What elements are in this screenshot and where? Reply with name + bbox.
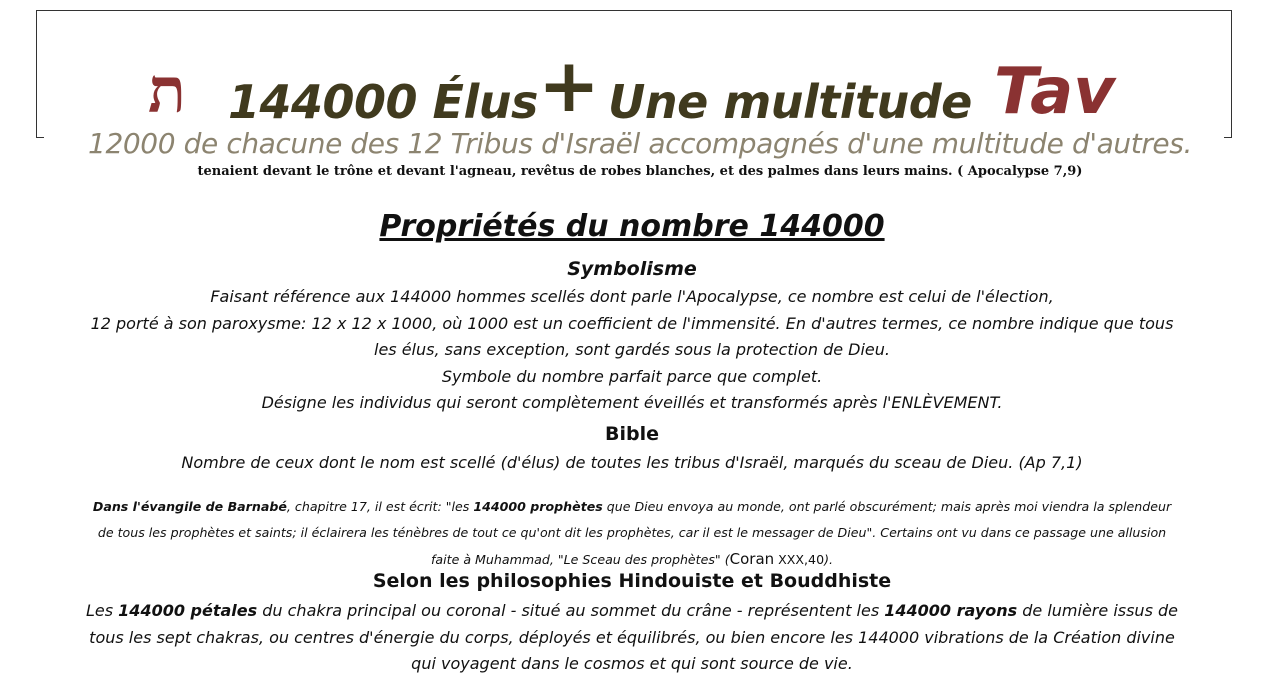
hindou-text: Les [85,601,119,620]
barnabe-paragraph [40,494,1224,573]
apocalypse-quote: tenaient devant le trône et devant l'agneau, revêtus de robes blanches, et des palmes dans leurs mains. ( Apocalypse 7,9) [197,164,1083,179]
title-tav: Tav [994,55,1115,129]
title-row [0,43,1280,132]
hindou-text: du chakra principal ou coronal - situé au sommet du crâne - représentent les [257,601,885,620]
coran-verse: XXX,40 [774,552,825,567]
hebrew-tav-letter: ת [148,54,186,127]
hindou-paragraph [40,598,1224,678]
symbolisme-line: Symbole du nombre parfait parce que complet. [441,366,823,386]
bible-paragraph [40,450,1224,477]
barnabe-bold-lead: Dans l'évangile de Barnabé [92,499,287,514]
hindou-text: de lumière issus de [1017,601,1178,620]
hindou-line [40,598,1224,625]
symbolisme-line: Faisant référence aux 144000 hommes scellés dont parle l'Apocalypse, ce nombre est celui de l'élection, [210,287,1054,306]
section-title-hindou: Selon les philosophies Hindouiste et Bouddhiste [372,570,892,592]
hindou-bold-rayons: 144000 rayons [884,601,1018,620]
section-title-symbolisme: Symbolisme [567,258,697,280]
hindou-bold-petales: 144000 pétales [118,601,258,620]
barnabe-text: ). [824,552,834,567]
plus-sign: + [538,43,601,129]
barnabe-text: , chapitre 17, il est écrit: "les [286,499,474,514]
barnabe-line [40,494,1224,520]
symbolisme-line: 12 porté à son paroxysme: 12 x 12 x 1000, où 1000 est un coefficient de l'immensité. En d'autres termes, ce nombre indique que tous [90,313,1174,333]
barnabe-bold-prophetes: 144000 prophètes [473,499,603,514]
barnabe-text: faite à Muhammad, "Le Sceau des prophètes" ( [430,552,730,567]
subtitle: 12000 de chacune des 12 Tribus d'Israël accompagnés d'une multitude d'autres. [88,127,1192,160]
bible-line: Nombre de ceux dont le nom est scellé (d'élus) de toutes les tribus d'Israël, marqués du sceau de Dieu. (Ap 7,1) [181,453,1083,472]
symbolisme-line: les élus, sans exception, sont gardés sous la protection de Dieu. [374,340,890,359]
hindou-line: qui voyagent dans le cosmos et qui sont source de vie. [411,654,853,673]
title-multitude: Une multitude [608,75,972,129]
barnabe-text: que Dieu envoya au monde, ont parlé obscurément; mais après moi viendra la splendeur [602,499,1172,514]
coran-ref: Coran [729,550,775,568]
hindou-line: tous les sept chakras, ou centres d'énergie du corps, déployés et équilibrés, ou bien encore les 144000 vibrations de la Création divine [89,627,1175,647]
page-heading: Propriétés du nombre 144000 [379,209,885,244]
title-elus: 144000 Élus [228,75,538,129]
barnabe-line: de tous les prophètes et saints; il éclairera les ténèbres de tout ce qu'ont dit les prophètes, car il est le messager de Dieu". Certains ont vu dans ce passage une allusion [97,525,1167,540]
section-title-bible: Bible [605,423,659,445]
symbolisme-paragraph [40,284,1224,417]
symbolisme-line: Désigne les individus qui seront complètement éveillés et transformés après l'ENLÈVEMENT. [261,393,1003,412]
